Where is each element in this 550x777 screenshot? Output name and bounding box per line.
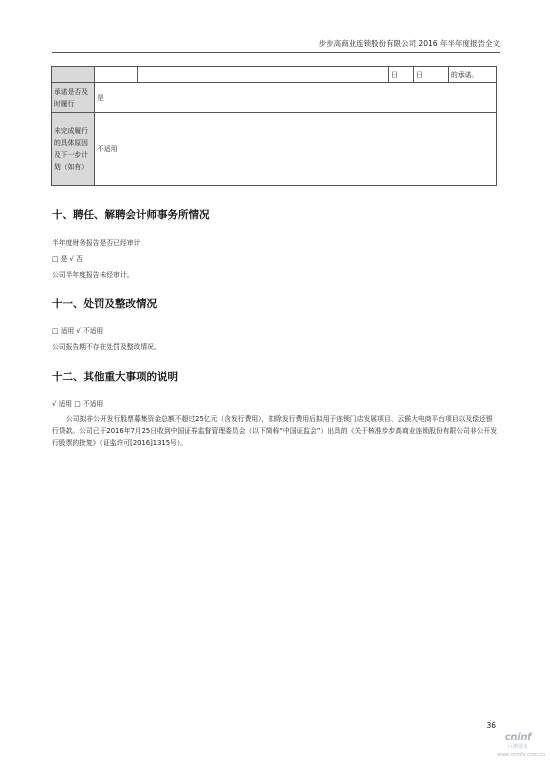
audit-question: 半年度财务报告是否已经审计 xyxy=(52,239,141,247)
table-cell: 日 xyxy=(414,67,449,83)
row-value: 不适用 xyxy=(95,113,497,186)
table-row xyxy=(52,113,497,186)
section-heading: 十一、处罚及整改情况 xyxy=(52,298,157,310)
row-label: 承诺是否及时履行 xyxy=(52,83,95,113)
row-value: 是 xyxy=(95,83,497,113)
table-cell xyxy=(95,67,138,83)
section-heading: 十、聘任、解聘会计师事务所情况 xyxy=(52,209,210,221)
table-row xyxy=(52,83,497,113)
logo-brand: cninf xyxy=(504,732,532,743)
table-cell xyxy=(52,67,95,83)
other-options: √ 适用 □ 不适用 xyxy=(52,400,104,408)
row-label: 未完成履行的具体原因及下一步计划（如有） xyxy=(52,113,95,186)
penalty-statement: 公司报告期不存在处罚及整改情况。 xyxy=(52,343,161,351)
audit-statement: 公司半年度报告未经审计。 xyxy=(52,271,134,279)
table-row xyxy=(52,67,497,83)
logo-subtitle: 巨潮资讯 www.cninfo.com.cn xyxy=(497,744,546,758)
table-cell: 的承诺。 xyxy=(449,67,497,83)
audit-options: □ 是 √ 否 xyxy=(52,255,83,263)
commitment-table xyxy=(51,66,497,186)
page-header: 步步高商业连锁股份有限公司 2016 年半年度报告全文 xyxy=(52,38,500,53)
table-cell xyxy=(138,67,389,83)
table-cell: 日 xyxy=(389,67,414,83)
other-paragraph: 公司拟非公开发行股票募集资金总额不超过25亿元（含发行费用），扣除发行费用后拟用于连锁门店发展项目、云猴大电商平台项目以及偿还银行贷款。公司已于2016年7月25日收到中国证券监督管理委员会（以下简称“中国证监会”）出具的《关于核准步步高商业连锁股份有限公司非公开发行股票的批复》（证监许可[2016]1315号）。 xyxy=(52,415,498,447)
section-heading: 十二、其他重大事项的说明 xyxy=(52,371,178,383)
penalty-options: □ 适用 √ 不适用 xyxy=(52,327,104,335)
cninfo-logo xyxy=(497,732,546,762)
page-number: 36 xyxy=(486,721,496,730)
